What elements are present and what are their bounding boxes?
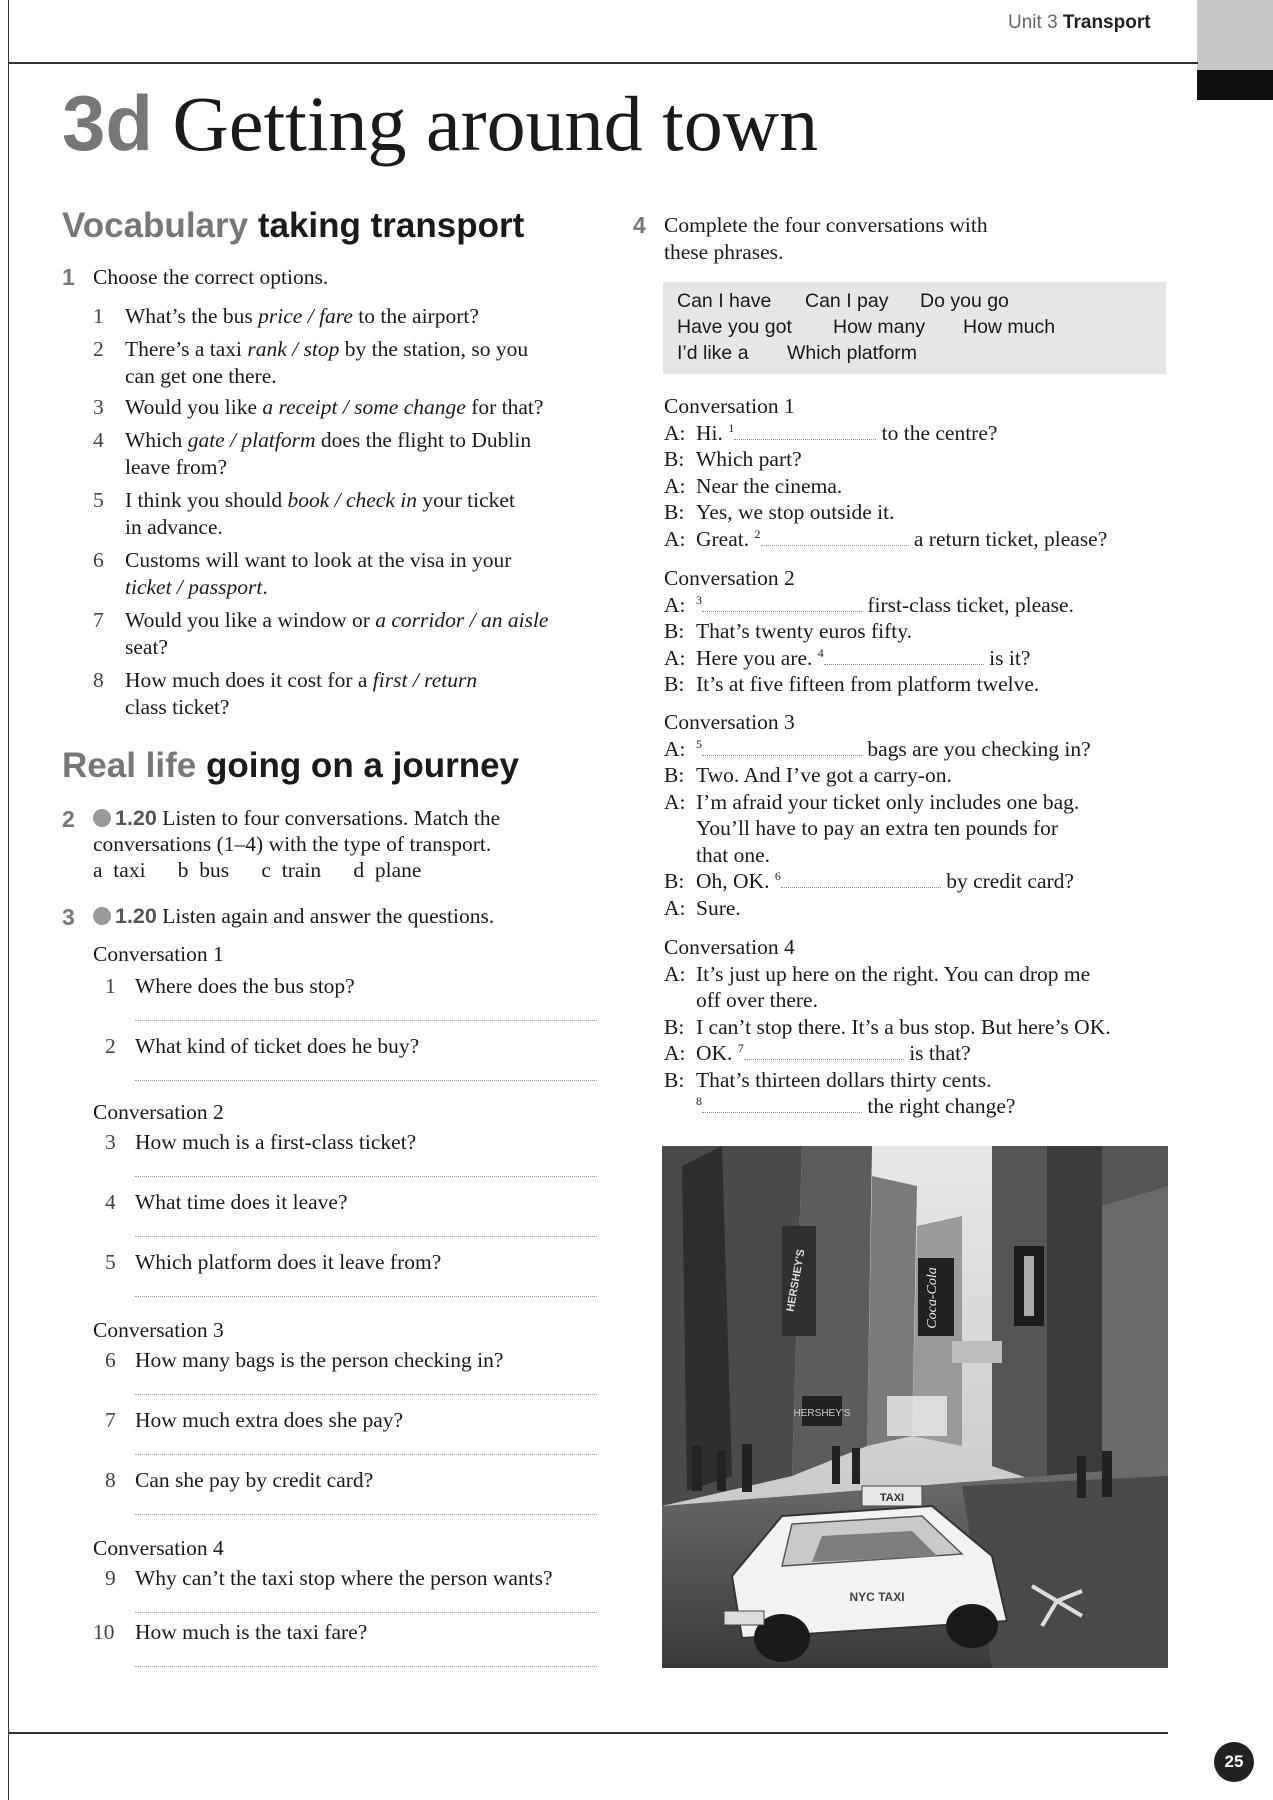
- conversation-label: Conversation 3: [93, 1318, 224, 1342]
- photo-sign: HERSHEY'S: [793, 1408, 851, 1419]
- top-rule: [8, 62, 1198, 64]
- question-text: What kind of ticket does he buy?: [135, 1034, 420, 1058]
- vocab-question-cont: [125, 364, 277, 390]
- exercise-4-instruction-cont: these phrases.: [664, 240, 784, 264]
- dialogue-line: [696, 790, 1079, 816]
- speaker-label: A:: [664, 961, 686, 986]
- exercise-instruction: Choose the correct options.: [93, 265, 329, 289]
- phrase: Do you go: [920, 290, 1009, 312]
- question-number: 6: [105, 1348, 116, 1372]
- dialogue-text: Here you are.: [696, 645, 818, 670]
- speaker-label: B:: [664, 763, 685, 787]
- item-number: 1: [93, 304, 104, 328]
- dialogue-line: [696, 474, 842, 500]
- vocab-question-cont: [125, 455, 227, 481]
- question-text: How much does it cost for a: [125, 668, 373, 692]
- speaker-label: A:: [664, 789, 686, 814]
- dialogue-text: first-class ticket, please.: [862, 592, 1074, 617]
- question-text: Which platform does it leave from?: [135, 1250, 442, 1274]
- conversation-label: Conversation 2: [93, 1100, 224, 1124]
- question-number: 3: [105, 1130, 116, 1154]
- speaker-label: A:: [664, 420, 686, 445]
- answer-options[interactable]: a receipt / some change: [262, 395, 466, 419]
- vocab-question-cont: [125, 695, 229, 721]
- question-text: seat?: [125, 635, 168, 659]
- question-text: to the airport?: [352, 304, 479, 328]
- dialogue-text: Near the cinema.: [696, 473, 843, 498]
- dialogue-text: Two. And I’ve got a carry-on.: [696, 763, 952, 787]
- question-text: can get one there.: [125, 364, 277, 388]
- dialogue-text: I’m afraid your ticket only includes one bag.: [696, 789, 1080, 814]
- dialogue-text: bags are you checking in?: [862, 736, 1091, 761]
- dialogue-text: That’s thirteen dollars thirty cents.: [696, 1067, 992, 1092]
- bottom-rule: [8, 1732, 1168, 1734]
- exercise-2-instruction-cont: conversations (1–4) with the type of transport.: [93, 832, 492, 856]
- dialogue-line: [696, 447, 802, 473]
- speaker-label: B:: [664, 1067, 685, 1092]
- vocab-question-cont: [125, 575, 268, 601]
- speaker-label: B:: [664, 672, 685, 696]
- item-number: 8: [93, 668, 104, 692]
- speaker-label: B:: [664, 447, 685, 471]
- question-text: Would you like a window or: [125, 608, 376, 632]
- question-number: 10: [93, 1620, 115, 1644]
- gap-number: 5: [696, 736, 702, 751]
- question-text: Can she pay by credit card?: [135, 1468, 374, 1492]
- dialogue-text: OK.: [696, 1041, 738, 1066]
- gap-blank[interactable]: [744, 1055, 904, 1060]
- vocab-question-cont: [125, 515, 223, 541]
- dialogue-line: [696, 737, 1091, 763]
- photo-sign: HERSHEY'S: [784, 1248, 808, 1313]
- question-number: 7: [105, 1408, 116, 1432]
- item-number: 2: [93, 337, 104, 361]
- dialogue-line: [696, 763, 952, 789]
- vocab-question: [125, 548, 511, 574]
- dialogue-line: [696, 962, 1090, 988]
- photo-sign: Coca-Cola: [925, 1267, 940, 1329]
- answer-options[interactable]: gate / platform: [187, 428, 316, 452]
- question-number: 2: [105, 1034, 116, 1058]
- dialogue-line: [696, 1015, 1111, 1041]
- answer-options[interactable]: rank / stop: [247, 337, 340, 361]
- question-text: How much is the taxi fare?: [135, 1620, 368, 1644]
- speaker-label: B:: [664, 619, 685, 643]
- speaker-label: A:: [664, 473, 686, 498]
- question-number: 8: [105, 1468, 116, 1492]
- speaker-label: A:: [664, 526, 686, 551]
- speaker-label: A:: [664, 592, 686, 617]
- page-title: 3d Getting around town: [62, 79, 819, 167]
- question-text: for that?: [465, 395, 544, 419]
- phrase: Which platform: [787, 342, 918, 364]
- gap-number: 4: [817, 645, 824, 660]
- speaker-label: A:: [664, 895, 686, 920]
- question-text: Would you like: [125, 395, 263, 419]
- vocab-question: [125, 304, 479, 330]
- answer-options[interactable]: book / check in: [287, 488, 417, 512]
- dialogue-line: [696, 843, 770, 869]
- speaker-label: B:: [664, 869, 685, 893]
- gap-number: 2: [754, 526, 761, 541]
- dialogue-text: Sure.: [696, 895, 741, 920]
- vocab-question: [125, 428, 531, 454]
- speaker-label: B:: [664, 1014, 685, 1039]
- phrase: I’d like a: [677, 342, 749, 364]
- gap-number: 8: [696, 1094, 702, 1108]
- dialogue-line: [696, 869, 1074, 895]
- answer-line[interactable]: [135, 1176, 597, 1177]
- question-number: 5: [105, 1250, 116, 1274]
- dialogue-line: [696, 1068, 992, 1094]
- times-square-photo: [662, 1146, 1168, 1668]
- dialogue-text: the right change?: [862, 1094, 1016, 1119]
- conversation-label: Conversation 2: [664, 566, 795, 590]
- conversation-label: Conversation 1: [664, 394, 795, 418]
- transport-options: a taxi b bus c train d plane: [93, 858, 422, 882]
- question-text: .: [262, 575, 268, 599]
- dialogue-text: is that?: [903, 1041, 971, 1066]
- answer-line[interactable]: [135, 1612, 597, 1613]
- phrase: How many: [833, 316, 926, 338]
- dialogue-text: I can’t stop there. It’s a bus stop. But here’s OK.: [696, 1014, 1111, 1039]
- question-text: Where does the bus stop?: [135, 974, 355, 998]
- vocab-question: [125, 488, 515, 514]
- dialogue-text: Hi.: [696, 420, 729, 445]
- dialogue-text: Great.: [696, 526, 755, 551]
- answer-options[interactable]: price / fare: [258, 304, 353, 328]
- question-number: 1: [105, 974, 116, 998]
- dialogue-text: That’s twenty euros fifty.: [696, 619, 912, 643]
- dialogue-line: [696, 988, 818, 1014]
- question-text: How much extra does she pay?: [135, 1408, 404, 1432]
- taxi-door-sign: NYC TAXI: [849, 1590, 905, 1604]
- answer-line[interactable]: [135, 1454, 597, 1455]
- question-number: 9: [105, 1566, 116, 1590]
- phrase: Have you got: [677, 316, 792, 338]
- question-text: class ticket?: [125, 695, 230, 719]
- answer-line[interactable]: [135, 1080, 597, 1081]
- dialogue-text: It’s at five fifteen from platform twelve.: [696, 672, 1040, 696]
- page-number: 25: [1214, 1742, 1254, 1782]
- dialogue-line: [696, 527, 1107, 553]
- dialogue-text: a return ticket, please?: [908, 526, 1108, 551]
- question-text: What’s the bus: [125, 304, 259, 328]
- question-text: your ticket: [417, 488, 515, 512]
- exercise-number: 4: [633, 212, 646, 238]
- conversation-label: Conversation 4: [664, 935, 795, 959]
- taxi-roof-sign: TAXI: [879, 1492, 905, 1504]
- conversation-label: Conversation 1: [93, 942, 224, 966]
- conversation-label: Conversation 3: [664, 710, 795, 734]
- audio-icon: [93, 907, 111, 925]
- gap-blank[interactable]: [761, 541, 909, 546]
- answer-line[interactable]: [135, 1514, 597, 1515]
- vocab-question: [125, 337, 528, 363]
- answer-line[interactable]: [135, 1020, 597, 1021]
- question-text: leave from?: [125, 455, 228, 479]
- gap-blank[interactable]: [702, 1108, 862, 1113]
- vocabulary-heading: Vocabulary taking transport: [62, 206, 525, 245]
- gap-number: 3: [696, 592, 702, 607]
- dialogue-text: off over there.: [696, 988, 818, 1012]
- gap-blank[interactable]: [702, 607, 862, 612]
- exercise-3-instruction: 1.20 Listen again and answer the questions.: [93, 904, 494, 930]
- question-text: There’s a taxi: [125, 337, 248, 361]
- phrase: How much: [963, 316, 1056, 338]
- item-number: 5: [93, 488, 104, 512]
- gap-number: 1: [728, 420, 735, 435]
- item-number: 3: [93, 395, 104, 419]
- vocab-question: [125, 668, 477, 694]
- gap-blank[interactable]: [734, 435, 876, 440]
- question-text: How many bags is the person checking in?: [135, 1348, 504, 1372]
- gap-blank[interactable]: [781, 883, 941, 888]
- exercise-number: 3: [62, 904, 75, 930]
- dialogue-text: Which part?: [696, 447, 802, 471]
- answer-line[interactable]: [135, 1296, 597, 1297]
- gap-blank[interactable]: [702, 751, 862, 756]
- dialogue-text: It’s just up here on the right. You can drop me: [696, 961, 1091, 986]
- vocab-question: [125, 608, 548, 634]
- unit-header: Unit 3 Transport: [1008, 12, 1151, 33]
- item-number: 4: [93, 428, 104, 452]
- question-text: does the flight to Dublin: [315, 428, 532, 452]
- question-text: I think you should: [125, 488, 288, 512]
- exercise-number: 1: [62, 264, 75, 290]
- conversation-label: Conversation 4: [93, 1536, 224, 1560]
- dialogue-text: to the centre?: [876, 420, 998, 445]
- answer-line[interactable]: [135, 1394, 597, 1395]
- question-text: by the station, so you: [339, 337, 529, 361]
- question-text: Why can’t the taxi stop where the person wants?: [135, 1566, 553, 1590]
- question-number: 4: [105, 1190, 116, 1214]
- question-text: How much is a first-class ticket?: [135, 1130, 417, 1154]
- answer-options[interactable]: ticket / passport: [125, 575, 263, 599]
- real-life-heading: Real life going on a journey: [62, 746, 520, 785]
- gap-number: 7: [737, 1041, 744, 1055]
- dialogue-text: You’ll have to pay an extra ten pounds for: [696, 816, 1059, 840]
- gap-number: 6: [774, 869, 781, 883]
- dialogue-text: by credit card?: [940, 869, 1074, 894]
- speaker-label: A:: [664, 645, 686, 670]
- vocab-question: [125, 395, 543, 421]
- answer-options[interactable]: a corridor / an aisle: [375, 608, 549, 632]
- dialogue-line: [696, 1094, 1015, 1120]
- vocab-question-cont: [125, 635, 168, 661]
- audio-icon: [93, 809, 111, 827]
- phrase: Can I have: [677, 290, 772, 312]
- answer-line[interactable]: [135, 1666, 597, 1667]
- question-text: What time does it leave?: [135, 1190, 348, 1214]
- answer-options[interactable]: first / return: [372, 668, 478, 692]
- phrase: Can I pay: [805, 290, 889, 312]
- dialogue-line: [696, 593, 1074, 619]
- dialogue-line: [696, 646, 1030, 672]
- question-text: Customs will want to look at the visa in your: [125, 548, 512, 572]
- dialogue-text: Oh, OK.: [696, 869, 775, 894]
- dialogue-line: [696, 619, 912, 645]
- dialogue-line: [696, 421, 997, 447]
- question-text: in advance.: [125, 515, 223, 539]
- phrase-box: [663, 282, 1166, 374]
- exercise-2-instruction: 1.20 Listen to four conversations. Match the: [93, 806, 500, 832]
- dialogue-line: [696, 1041, 971, 1067]
- page-tab: [1197, 0, 1273, 70]
- exercise-number: 2: [62, 806, 75, 832]
- speaker-label: A:: [664, 736, 686, 761]
- exercise-4-instruction: Complete the four conversations with: [664, 213, 988, 237]
- dialogue-line: [696, 816, 1058, 842]
- dialogue-text: is it?: [983, 645, 1031, 670]
- gap-blank[interactable]: [824, 660, 984, 665]
- item-number: 7: [93, 608, 104, 632]
- page-tab-marker: [1197, 70, 1273, 100]
- answer-line[interactable]: [135, 1236, 597, 1237]
- dialogue-text: Yes, we stop outside it.: [696, 500, 895, 524]
- speaker-label: A:: [664, 1041, 686, 1065]
- question-text: Which: [125, 428, 188, 452]
- speaker-label: B:: [664, 500, 685, 524]
- dialogue-line: [696, 896, 741, 922]
- dialogue-line: [696, 672, 1039, 698]
- dialogue-text: that one.: [696, 842, 771, 867]
- item-number: 6: [93, 548, 104, 572]
- page-border: [8, 0, 9, 1800]
- dialogue-line: [696, 500, 895, 526]
